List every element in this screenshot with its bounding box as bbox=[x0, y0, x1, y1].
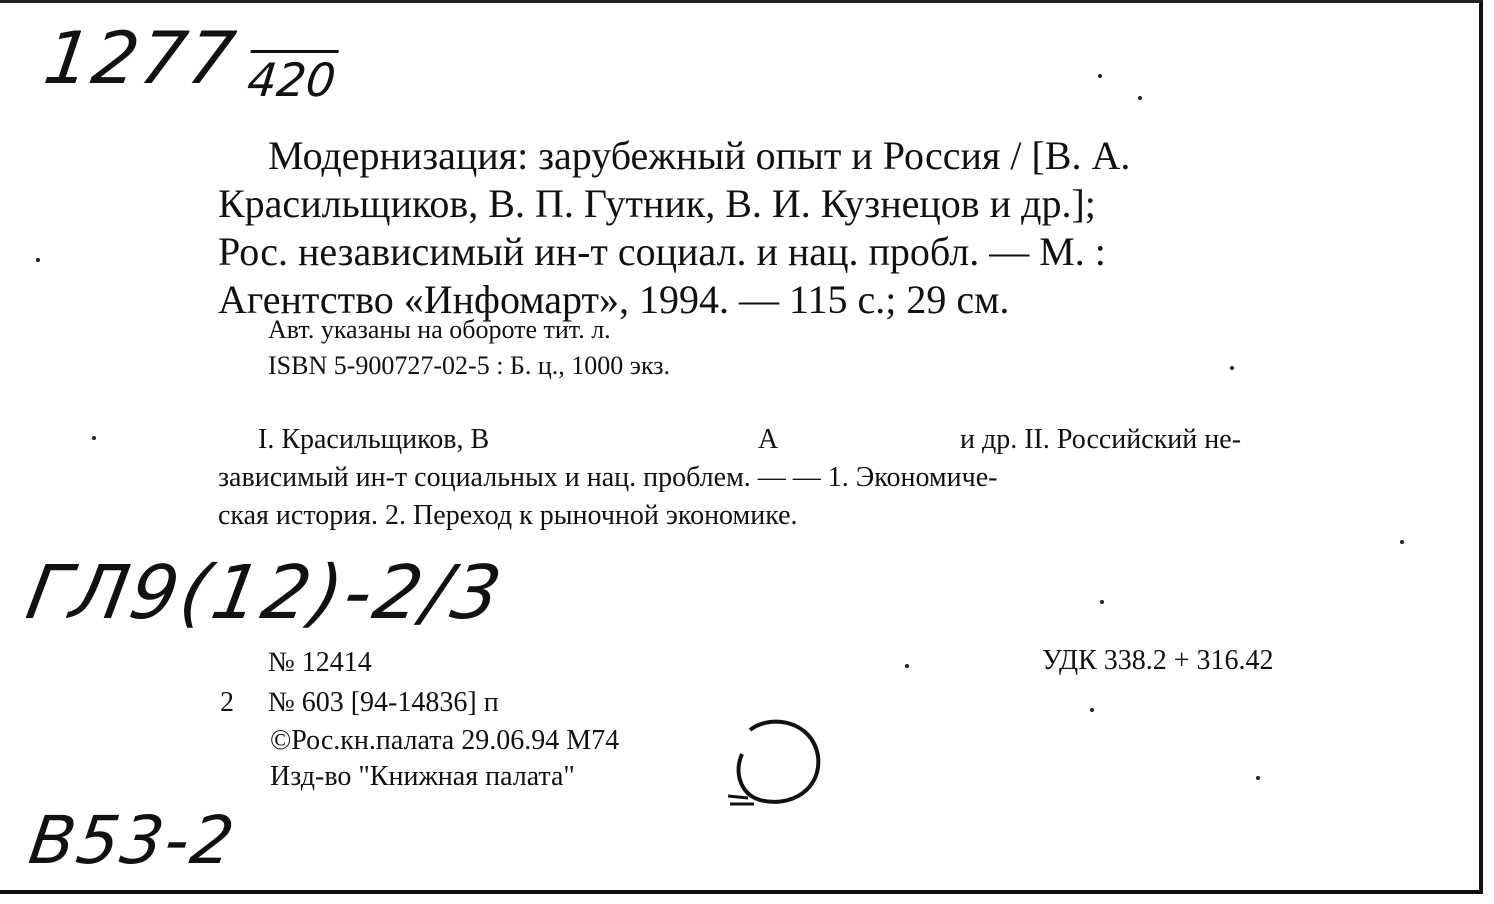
subject-line-1c: и др. II. Российский не- bbox=[960, 424, 1242, 455]
order-number: № 603 [94-14836] п bbox=[268, 687, 499, 718]
copyright-line: ©Рос.кн.палата 29.06.94 М74 bbox=[270, 725, 620, 756]
record-number: № 12414 bbox=[268, 647, 372, 678]
isbn-line: ISBN 5-900727-02-5 : Б. ц., 1000 экз. bbox=[268, 351, 670, 380]
authors-note: Авт. указаны на обороте тит. л. bbox=[268, 315, 611, 344]
scan-speck bbox=[1400, 540, 1404, 544]
scan-speck bbox=[1230, 366, 1234, 370]
subject-line-1b: А bbox=[758, 424, 779, 455]
card-prefix: 2 bbox=[220, 687, 234, 718]
subject-line-2: зависимый ин-т социальных и нац. проблем. — — 1. Экономиче- bbox=[218, 462, 998, 493]
bibliographic-entry bbox=[218, 132, 1358, 324]
handwritten-bottom-mark: В53-2 bbox=[24, 802, 241, 879]
scan-speck bbox=[905, 664, 909, 668]
scan-speck bbox=[92, 436, 96, 440]
scan-speck bbox=[1256, 776, 1260, 780]
scan-speck bbox=[36, 258, 40, 262]
scan-speck bbox=[1098, 74, 1102, 78]
handwritten-shelf-mark: ГЛ9(12)-2/3 bbox=[20, 550, 511, 636]
publisher-line: Изд-во "Книжная палата" bbox=[270, 761, 575, 792]
handwritten-number: 1277 bbox=[39, 16, 243, 100]
entry-institution-line: Рос. независимый ин-т социал. и нац. пробл. — М. : bbox=[218, 229, 1106, 274]
subject-line-3: ская история. 2. Переход к рыночной экономике. bbox=[218, 500, 798, 531]
subject-line-1a: I. Красильщиков, В bbox=[258, 424, 490, 455]
circle-stamp-icon bbox=[720, 712, 824, 808]
entry-title-line: Модернизация: зарубежный опыт и Россия / [В. А. bbox=[268, 133, 1131, 178]
udk-code: УДК 338.2 + 316.42 bbox=[1042, 645, 1274, 676]
scan-speck bbox=[1138, 96, 1142, 100]
entry-authors-line: Красильщиков, В. П. Гутник, В. И. Кузнецов и др.]; bbox=[218, 181, 1096, 226]
entry-publisher-line: Агентство «Инфомарт», 1994. — 115 с.; 29 см. bbox=[218, 277, 1010, 322]
scan-speck bbox=[1090, 708, 1094, 712]
handwritten-fraction: 420 bbox=[245, 50, 338, 103]
scan-speck bbox=[1100, 600, 1104, 604]
